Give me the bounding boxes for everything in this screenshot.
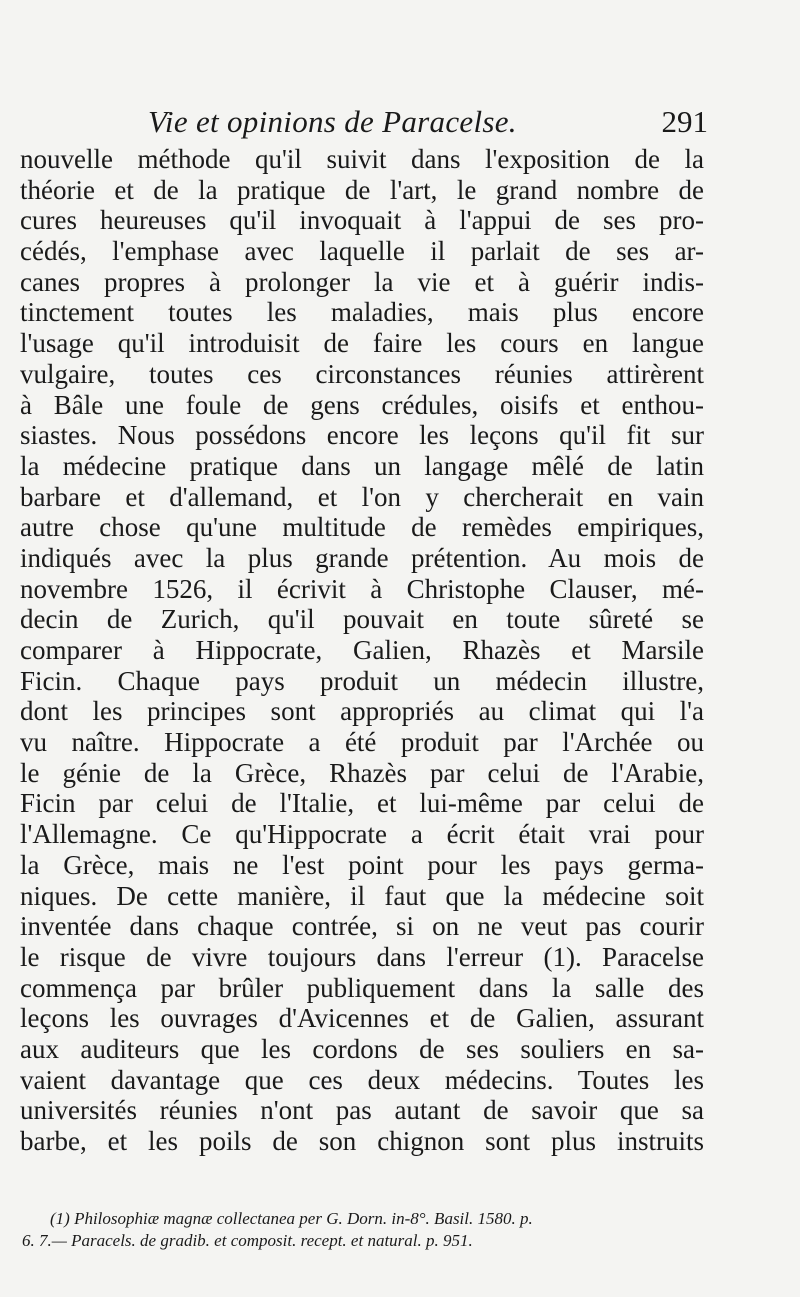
- text-line: dont les principes sont appropriés au climat qui l'a: [20, 696, 704, 727]
- text-line: leçons les ouvrages d'Avicennes et de Galien, assurant: [20, 1003, 704, 1034]
- footnote-line: (1) Philosophiæ magnæ collectanea per G. Dorn. in-8°. Basil. 1580. p.: [50, 1209, 533, 1228]
- text-line: barbare et d'allemand, et l'on y chercherait en vain: [20, 481, 704, 512]
- running-head: [148, 104, 708, 144]
- text-line: barbe, et les poils de son chignon sont plus instruits: [20, 1126, 704, 1156]
- text-line: aux auditeurs que les cordons de ses souliers en sa-: [20, 1033, 704, 1064]
- text-line: comparer à Hippocrate, Galien, Rhazès et Marsile: [20, 635, 704, 665]
- text-line: la Grèce, mais ne l'est point pour les pays germa-: [20, 849, 704, 880]
- text-line: l'Allemagne. Ce qu'Hippocrate a écrit était vrai pour: [20, 819, 704, 850]
- text-line: siastes. Nous possédons encore les leçons qu'il fit sur: [20, 420, 704, 451]
- text-line: le risque de vivre toujours dans l'erreur (1). Paracelse: [20, 941, 704, 972]
- text-line: la médecine pratique dans un langage mêlé de latin: [20, 450, 704, 481]
- text-line: l'usage qu'il introduisit de faire les cours en langue: [20, 328, 704, 359]
- text-line: niques. De cette manière, il faut que la médecine soit: [20, 880, 704, 911]
- text-line: inventée dans chaque contrée, si on ne veut pas courir: [20, 911, 704, 942]
- text-line: nouvelle méthode qu'il suivit dans l'exposition de la: [20, 144, 704, 174]
- text-line: indiqués avec la plus grande prétention. Au mois de: [20, 542, 704, 573]
- page-number: 291: [661, 104, 708, 139]
- text-line: Ficin par celui de l'Italie, et lui-même par celui de: [20, 788, 704, 819]
- body-text: [20, 144, 704, 1157]
- text-line: decin de Zurich, qu'il pouvait en toute sûreté se: [20, 604, 704, 635]
- running-title: Vie et opinions de Paracelse.: [148, 104, 517, 139]
- text-line: théorie et de la pratique de l'art, le grand nombre de: [20, 174, 704, 205]
- text-line: à Bâle une foule de gens crédules, oisifs et enthou-: [20, 389, 704, 420]
- text-line: cures heureuses qu'il invoquait à l'appui de ses pro-: [20, 205, 704, 236]
- text-line: vu naître. Hippocrate a été produit par l'Archée ou: [20, 727, 704, 758]
- text-line: vaient davantage que ces deux médecins. Toutes les: [20, 1064, 704, 1095]
- footnote-line: 6. 7.— Paracels. de gradib. et composit. recept. et natural. p. 951.: [22, 1231, 473, 1250]
- text-line: Ficin. Chaque pays produit un médecin illustre,: [20, 665, 704, 696]
- text-line: commença par brûler publiquement dans la salle des: [20, 972, 704, 1003]
- footnotes: [22, 1208, 702, 1252]
- text-line: novembre 1526, il écrivit à Christophe Clauser, mé-: [20, 573, 704, 604]
- text-line: tinctement toutes les maladies, mais plus encore: [20, 297, 704, 328]
- text-line: autre chose qu'une multitude de remèdes empiriques,: [20, 512, 704, 543]
- text-line: vulgaire, toutes ces circonstances réunies attirèrent: [20, 358, 704, 389]
- text-line: universités réunies n'ont pas autant de savoir que sa: [20, 1095, 704, 1126]
- text-line: le génie de la Grèce, Rhazès par celui de l'Arabie,: [20, 757, 704, 788]
- text-line: cédés, l'emphase avec laquelle il parlait de ses ar-: [20, 236, 704, 267]
- text-line: canes propres à prolonger la vie et à guérir indis-: [20, 266, 704, 297]
